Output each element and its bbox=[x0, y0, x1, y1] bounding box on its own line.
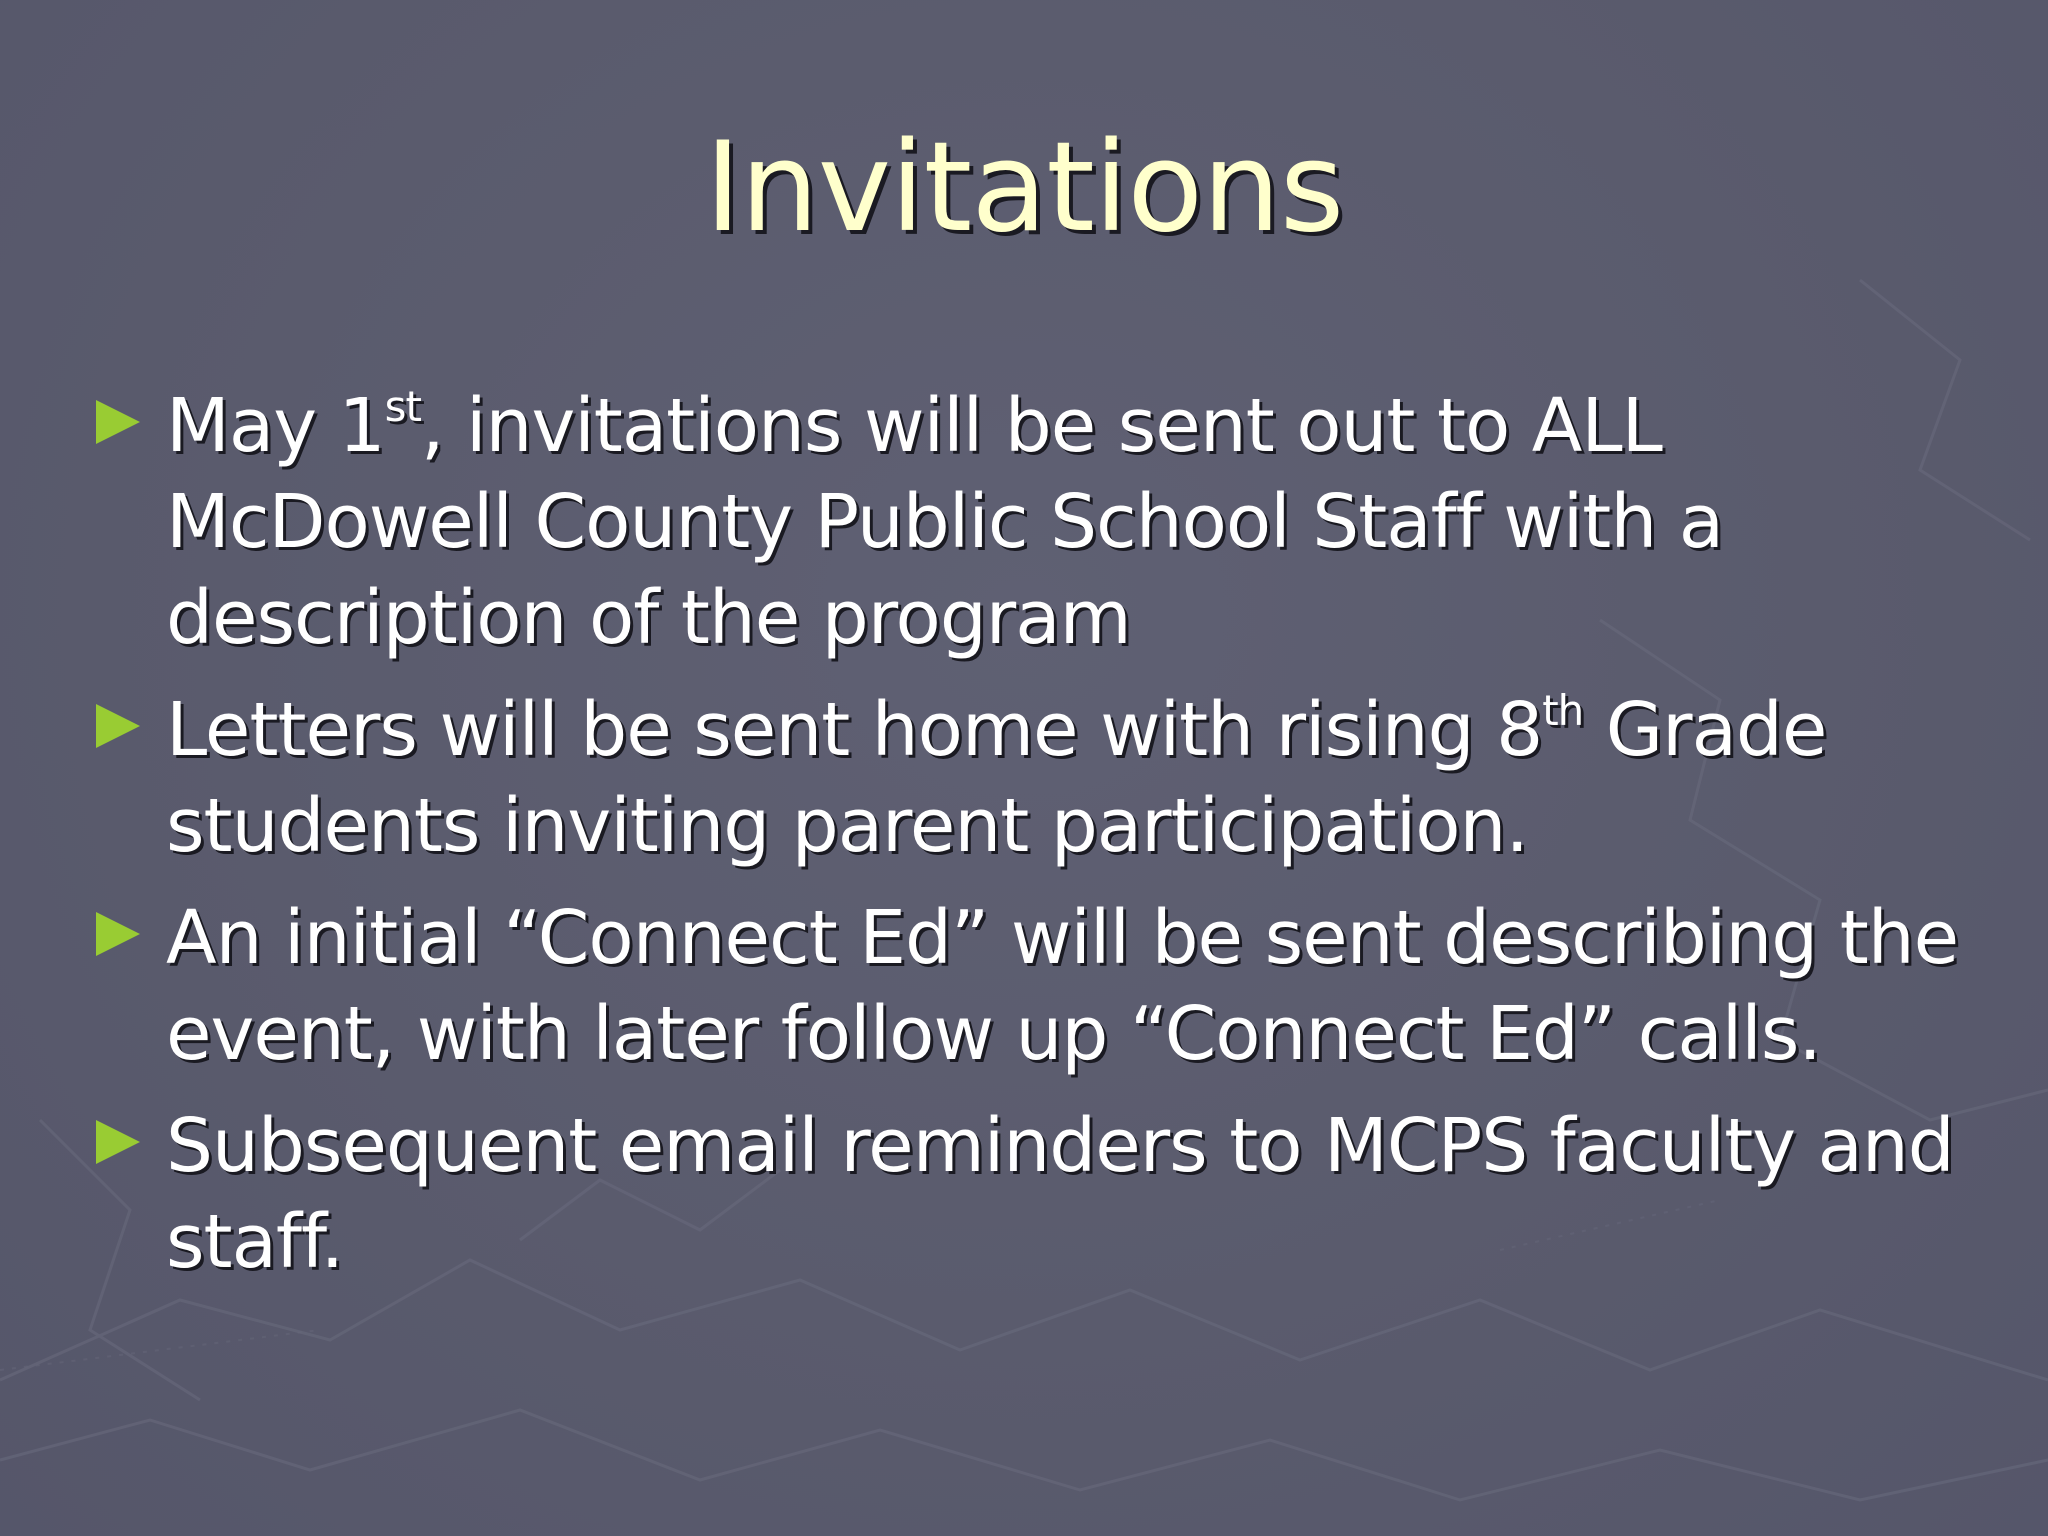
bullet-text: Letters will be sent home with rising 8 bbox=[166, 687, 1543, 773]
triangle-right-icon bbox=[96, 704, 140, 748]
bullet-text-continued: Grade students inviting parent participation. bbox=[166, 687, 1827, 869]
bullet-item bbox=[96, 1098, 1996, 1290]
bullet-text: May 1 bbox=[166, 383, 385, 469]
bullet-item bbox=[96, 682, 1996, 874]
bullet-item bbox=[96, 890, 1996, 1082]
bullet-item bbox=[96, 378, 1996, 666]
triangle-right-icon bbox=[96, 400, 140, 444]
bullet-text: An initial “Connect Ed” will be sent describing the event, with later follow up “Connect Ed” calls. bbox=[166, 895, 1959, 1077]
ordinal-suffix: th bbox=[1542, 686, 1584, 735]
bullet-text-continued: , invitations will be sent out to ALL McDowell County Public School Staff with a description of the program bbox=[166, 383, 1724, 661]
triangle-right-icon bbox=[96, 912, 140, 956]
triangle-right-icon bbox=[96, 1120, 140, 1164]
ordinal-suffix: st bbox=[384, 382, 421, 431]
slide-title: Invitations bbox=[704, 116, 1344, 260]
bullet-text: Subsequent email reminders to MCPS faculty and staff. bbox=[166, 1103, 1954, 1285]
bullet-list bbox=[96, 378, 1996, 1306]
